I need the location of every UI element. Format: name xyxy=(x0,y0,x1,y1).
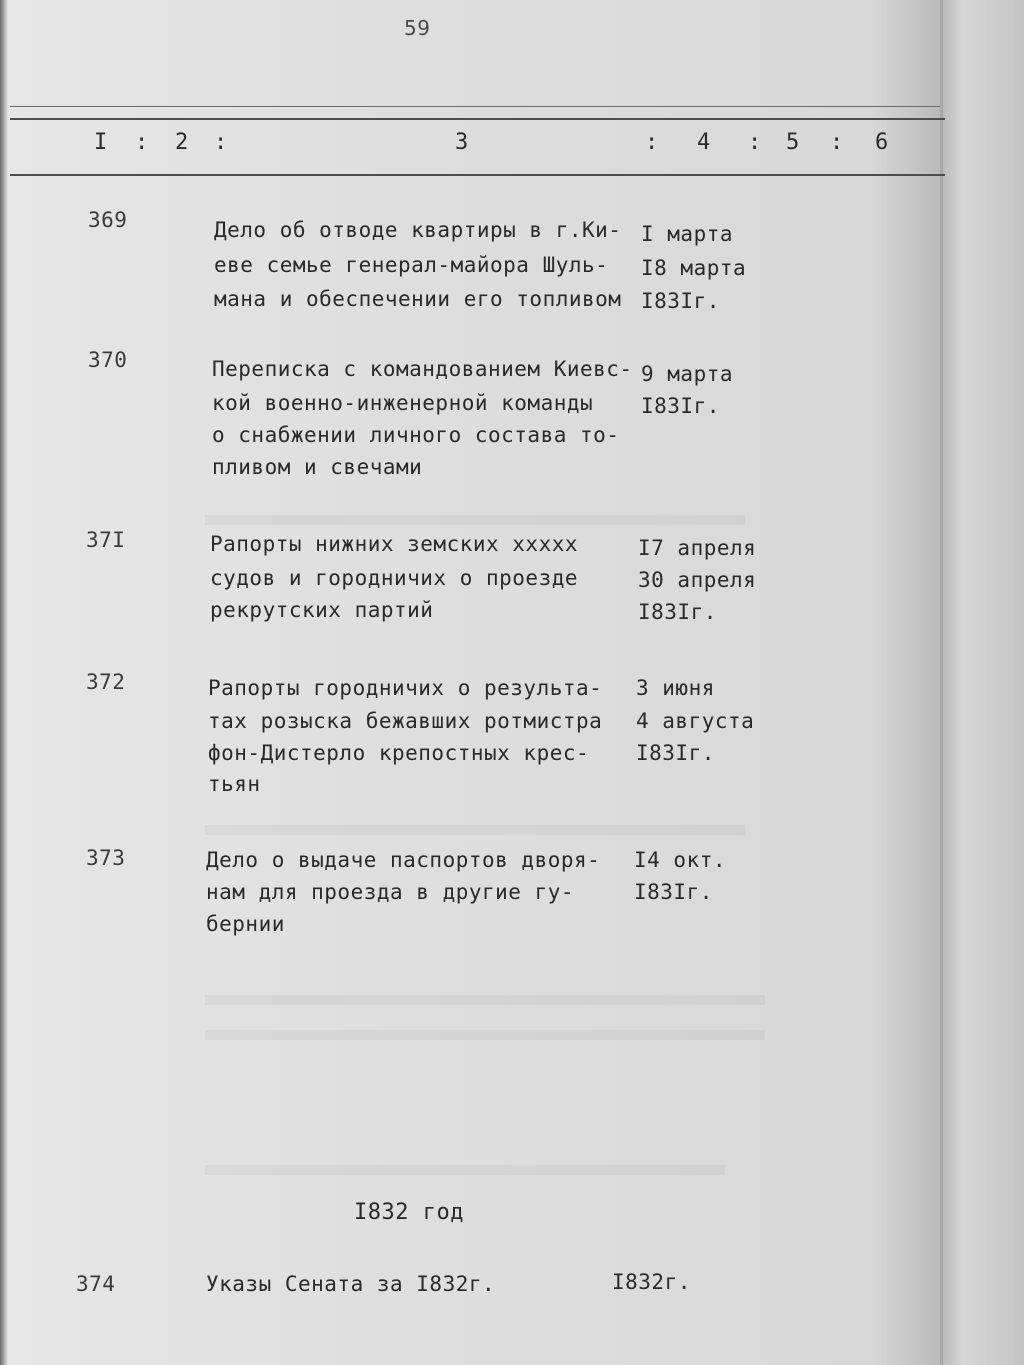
entry-number: 370 xyxy=(88,348,128,372)
entry-date: I83Iг. xyxy=(638,600,717,624)
column-separator: : xyxy=(214,130,228,155)
page-fold-line xyxy=(940,0,943,1365)
entry-date: I832г. xyxy=(612,1270,691,1294)
entry-title-line: тьян xyxy=(208,772,261,796)
entry-date: I83Iг. xyxy=(636,741,715,765)
entry-title-line: мана и обеспечении его топливом xyxy=(214,287,622,311)
entry-date: I83Iг. xyxy=(641,289,720,313)
entry-date: I марта xyxy=(641,222,734,246)
page-number: 59 xyxy=(404,16,431,40)
header-top-rule xyxy=(10,106,940,107)
entry-title-line: Переписка с командованием Киевс- xyxy=(212,357,633,381)
entry-title-line: еве семье генерал-майора Шуль- xyxy=(214,253,609,277)
entry-date: I4 окт. xyxy=(634,848,727,872)
entry-title-line: о снабжении личного состава то- xyxy=(212,423,620,447)
entry-number: 373 xyxy=(86,846,126,870)
bleed-through-trace xyxy=(205,1165,725,1175)
page-edge-shadow xyxy=(0,0,8,1365)
bleed-through-trace xyxy=(205,515,745,525)
entry-title-line: Рапорты нижних земских xxxxx xyxy=(210,532,579,556)
column-header: 6 xyxy=(875,130,889,155)
header-bottom-rule xyxy=(10,174,945,176)
entry-title-line: нам для проезда в другие гу- xyxy=(206,880,575,904)
entry-title-line: судов и городничих о проезде xyxy=(210,566,579,590)
entry-date: I83Iг. xyxy=(634,880,713,904)
entry-date: 9 марта xyxy=(641,362,734,386)
bleed-through-trace xyxy=(205,1030,765,1040)
entry-number: 369 xyxy=(88,208,128,232)
entry-title-line: рекрутских партий xyxy=(210,598,434,622)
column-separator: : xyxy=(135,130,149,155)
entry-title-line: Рапорты городничих о результа- xyxy=(208,676,603,700)
column-separator: : xyxy=(830,130,844,155)
entry-title-line: тах розыска бежавших ротмистра xyxy=(208,709,603,733)
header-top-rule xyxy=(10,118,945,120)
column-header: 3 xyxy=(455,130,469,155)
column-separator: : xyxy=(645,130,659,155)
entry-title-line: Указы Сената за I832г. xyxy=(206,1272,496,1296)
entry-title-line: Дело об отводе квартиры в г.Ки- xyxy=(214,218,622,242)
column-separator: : xyxy=(748,130,762,155)
column-header: 5 xyxy=(786,130,800,155)
entry-title-line: кой военно-инженерной команды xyxy=(212,391,594,415)
entry-number: 37I xyxy=(86,528,126,552)
bleed-through-trace xyxy=(205,995,765,1005)
entry-title-line: Дело о выдаче паспортов дворя- xyxy=(206,848,601,872)
year-heading: I832 год xyxy=(354,1200,464,1225)
entry-title-line: пливом и свечами xyxy=(212,455,423,479)
column-header: I xyxy=(94,130,108,155)
entry-number: 374 xyxy=(76,1272,116,1296)
entry-number: 372 xyxy=(86,670,126,694)
entry-date: I83Iг. xyxy=(641,394,720,418)
column-header: 2 xyxy=(175,130,189,155)
entry-date: I7 апреля xyxy=(638,536,757,560)
entry-date: 30 апреля xyxy=(638,568,757,592)
entry-title-line: бернии xyxy=(206,912,285,936)
entry-date: 3 июня xyxy=(636,676,715,700)
entry-date: 4 августа xyxy=(636,709,755,733)
entry-date: I8 марта xyxy=(641,256,747,280)
column-header: 4 xyxy=(697,130,711,155)
bleed-through-trace xyxy=(205,825,745,835)
entry-title-line: фон-Дистерло крепостных крес- xyxy=(208,741,590,765)
